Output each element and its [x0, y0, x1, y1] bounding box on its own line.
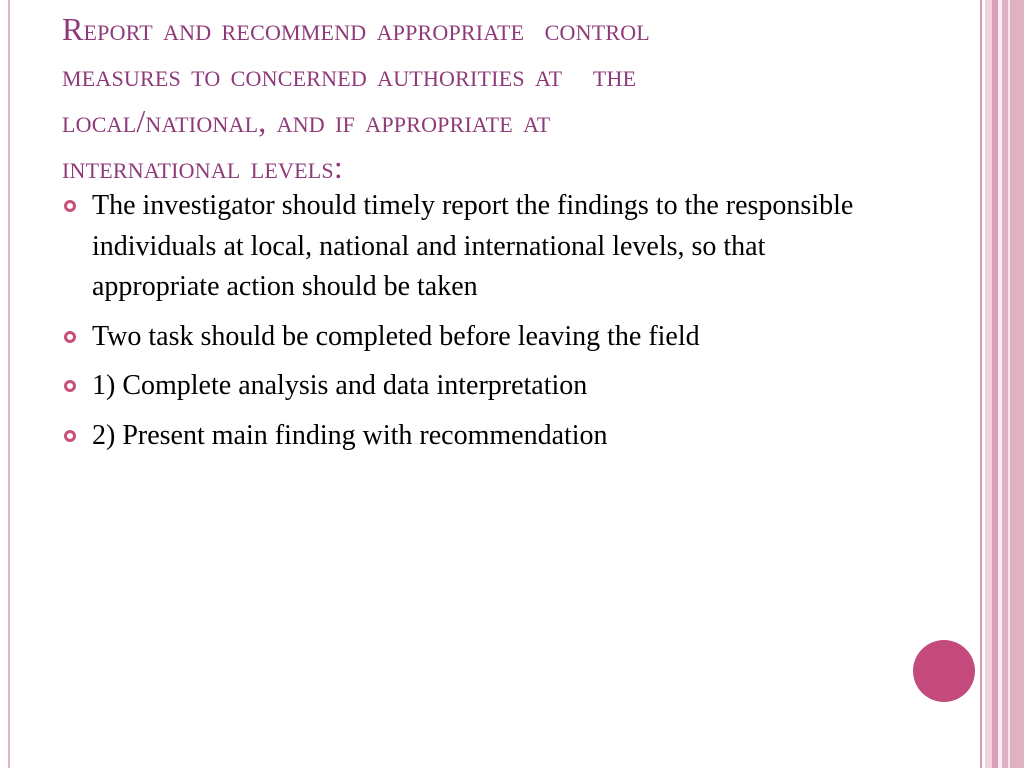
bullet-circle-icon — [64, 200, 76, 212]
bullet-circle-icon — [64, 430, 76, 442]
bullet-text: The investigator should timely report the findings to the responsible individuals at local, national and international levels, so that appropriate action should be taken — [92, 190, 854, 302]
slide-title-line: Report and recommend appropriate control — [62, 11, 650, 47]
slide-title-line: international levels: — [62, 149, 343, 185]
bullet-list — [62, 186, 892, 465]
bullet-item — [62, 416, 892, 457]
bullet-circle-icon — [64, 331, 76, 343]
slide-title-line: local/national, and if appropriate at — [62, 103, 551, 139]
right-border-stripe — [985, 0, 992, 768]
bullet-text: Two task should be completed before leaving the field — [92, 320, 700, 352]
left-border-line — [8, 0, 10, 768]
bullet-text: 2) Present main finding with recommendation — [92, 419, 608, 451]
slide-title — [62, 6, 922, 190]
right-border-line — [980, 0, 982, 768]
bullet-circle-icon — [64, 380, 76, 392]
decorative-circle — [913, 640, 975, 702]
bullet-item — [62, 317, 892, 358]
slide-title-line: measures to concerned authorities at the — [62, 57, 637, 93]
bullet-text: 1) Complete analysis and data interpretation — [92, 370, 588, 401]
right-border-stripe — [1008, 0, 1010, 768]
bullet-item — [62, 366, 892, 407]
right-border-stripe — [1002, 0, 1024, 768]
bullet-item — [62, 186, 892, 308]
